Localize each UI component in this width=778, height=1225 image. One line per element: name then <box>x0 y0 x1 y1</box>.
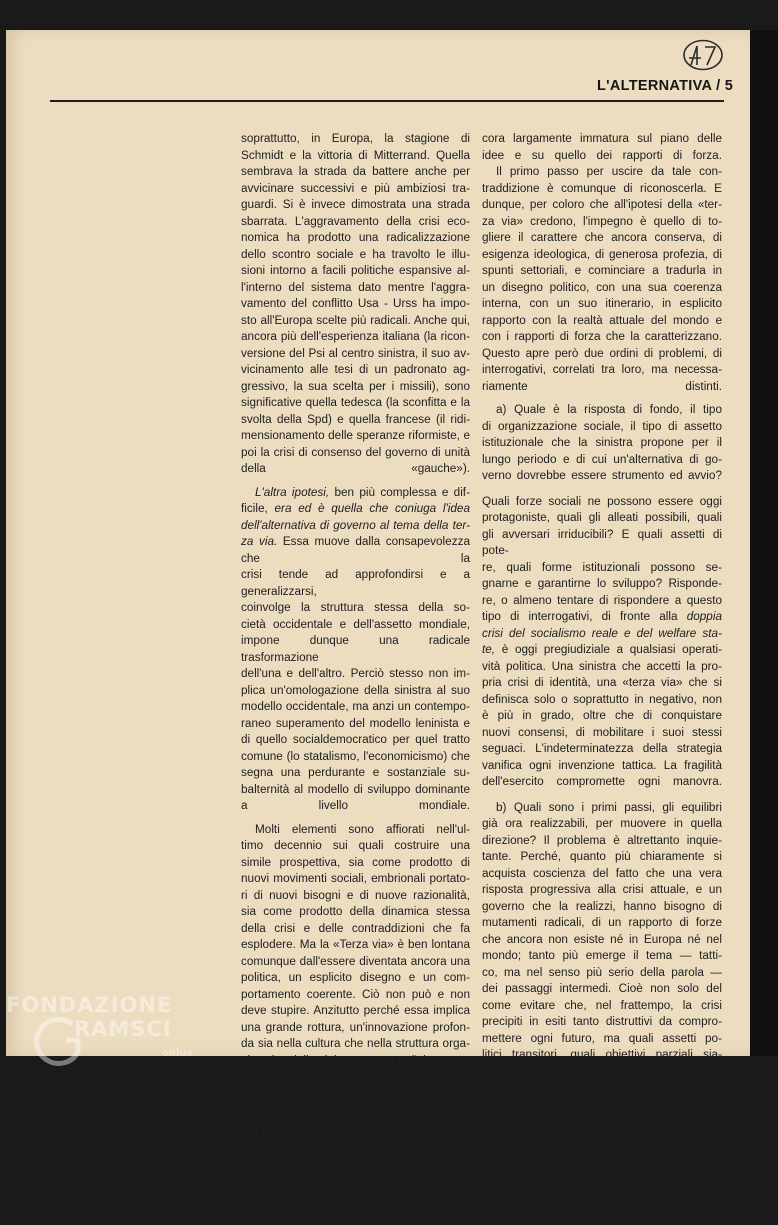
right-paragraph-5: b) Quali sono i primi passi, gli equilibri già ora realizzabili, per muovere in quella direzione? Il problema è altrettanto inquie- tante. Perché, quanto più chiaramente si acquista coscienza del fatto che una vera risposta progressiva alla crisi attuale, e un governo che la realizzi, hanno bisogno di mutamenti radicali, di un rapporto di forze che ancora non esiste né in Europa né nel mondo; tanto più emerge il tema — tatti- co, ma nel senso più serio della parola — dei passaggi intermedi. Cioè non solo del come evitare che, nel frattempo, la crisi precipiti in esiti tanto distruttivi da compro- mettere ogni futuro, ma quali assetti po- litici transitori, quali obiettivi parziali sia- no necessari e possibili, per far avanzare quel processo più di fondo. L'errore — teo- rico e politico — che ha accumunato nel- l'ultimo decennio vecchia e nuova sinistra, è stato proprio di aver cancellato la distin- zione, oltre che il nesso, tra questi due pia- ni: di aver riconosciuto la profondità della <box>482 800 722 1177</box>
header-rule <box>50 100 724 102</box>
scan-edge <box>750 30 778 1056</box>
left-p2-text-2: Essa muove dalla consapevolezza che la crisi tende ad approfondirsi e a generalizzarsi, coinvolge la struttura stessa della so- cietà occidentale e dell'assetto mondiale, impone dunque una radicale trasformazione dell'una e dell'altro. Perciò stesso non im- plica un'omologazione della sinistra al suo modello occidentale, ma anzi un contempo- raneo superamento del modello leninista e di quello socialdemocratico per quel tratto comune (lo statalismo, l'economicismo) che segna una perdurante e sostanziale su- balternità al modello di sviluppo dominante a livello mondiale. <box>241 535 470 812</box>
left-p2-text-1: ben più complessa e dif- ficile, <box>241 485 470 515</box>
right-paragraph-2: Il primo passo per uscire da tale con- traddizione è comunque di riconoscerla. E dunque, per coloro che all'ipotesi della «ter- za via» credono, l'impegno è quello di to- gliere il carattere che ancora conserva, di esigenza ideologica, di generosa profezia, di spunti settoriali, e cominciare a tradurla in un disegno politico, con una sua coerenza interna, con un suo itinerario, in esplicito rapporto con la realtà attuale del mondo e con i rapporti di forza che la caratterizzano. Questo apre però due ordini di problemi, di interrogativi, correlati tra loro, ma necessa- riamente distinti. <box>482 165 722 393</box>
right-p4-emphasis: doppia crisi del socialismo reale e del welfare sta- te, <box>482 610 722 656</box>
left-paragraph-3: Molti elementi sono affiorati nell'ul- timo decennio sui quali costruire una simile prospettiva, sia come prodotto di nuovi movimenti sociali, embrionali portato- ri di nuovi bisogni e di nuove razionalità, sia come prodotto della dinamica stessa della crisi e delle contraddizioni che fa esplodere. Ma la «Terza via» è ben lontana comunque dall'essere diventata ancora una politica, un esplicito disegno e un com- portamento coerente. Ciò non può e non deve stupire. Anzitutto perché essa implica una grande rottura, un'innovazione profon- da sia nella cultura che nella struttura orga- nizzativa della sinistra stessa e d'altra parte perché costituisce tuttora più una prospetti- va da costruire che una realtà da riconosce- re. <box>241 822 470 1116</box>
right-paragraph-4 <box>482 494 722 791</box>
page-header-title: L'ALTERNATIVA / 5 <box>597 78 734 94</box>
right-paragraph-1: cora largamente immatura sul piano delle idee e su quello dei rapporti di forza. <box>482 132 722 162</box>
svg-text:RAMSCI: RAMSCI <box>74 1017 172 1041</box>
right-paragraph-3: a) Quale è la risposta di fondo, il tipo di organizzazione sociale, il tipo di assetto istituzionale che la sinistra propone per il lungo periodo e di cui un'alternativa di go- verno dovrebbe essere strumento ed avvio? <box>482 403 722 482</box>
fondazione-gramsci-watermark <box>4 990 204 1062</box>
column-left <box>241 131 470 1222</box>
left-paragraph-2 <box>241 485 470 815</box>
left-paragraph-1: soprattutto, in Europa, la stagione di Schmidt e la vittoria di Mitterrand. Quella sembrava la strada da battere anche per avvicinare successivi e più ambiziosi tra- guardi. Si è invece dimostrata una strada sbarrata. L'aggravamento della crisi eco- nomica ha prodotto una radicalizzazione dello scontro sociale e ha travolto le illu- sioni intorno a facili politiche espansive al- l'interno del sistema dato mentre l'aggra- vamento del conflitto Usa - Urss ha impo- sto all'Europa scelte più radicali. Anche qui, ancora più dell'esperienza italiana (la ricon- versione del Psi al centro sinistra, il suo av- vicinamento alle tesi di un padronato ag- gressivo, la sua scelta per i missili), sono significative quella tedesca (la sconfitta e la svolta della Spd) e quella francese (il ridi- mensionamento delle speranze riformiste, e poi la crisi di consenso del governo di unità della «gauche»). <box>241 132 470 475</box>
left-p2-emphasis-2: era ed è quella che coniuga l'idea dell'alternativa di governo al tema della ter- za via. <box>241 502 470 548</box>
left-paragraph-4: La sinistra si trova così stretta tra una ipotesi — quella dell'alternanza e della mo- dernizzazione — in apparenza più concreta e più vicina alla sua storia e alla sua realtà, ma sempre più contraddetta dalle cose, e un'ipotesi — quella della «terza via» — an- <box>241 1126 470 1222</box>
svg-text:onlus: onlus <box>162 1048 193 1059</box>
right-p4-text-2: è oggi pregiudiziale a qualsiasi operati- vità politica. Una sinistra che accetti la pro- pria crisi di identità, una «terza via» che si definisca solo o soprattutto in negativo, non è più in grado, oltre che di conquistare nuovi consensi, di mobilitare i suoi stessi seguaci. L'indeterminatezza della strategia vanifica ogni invenzione tattica. La fragilità dell'esercito compromette ogni manovra. <box>482 643 722 788</box>
svg-text:FONDAZIONE: FONDAZIONE <box>6 993 173 1017</box>
handwritten-page-number <box>681 38 725 72</box>
left-p2-emphasis-1: L'altra ipotesi, <box>255 485 330 499</box>
right-p4-text-1: Quali forze sociali ne possono essere oggi protagoniste, quali gli alleati possibili, quali gli avversari irriducibili? E quali assetti di pote- re, quali forme istituzionali possono se- gnarne e garantirne lo sviluppo? Risponde- re, o almeno tentare di rispondere a questo tipo di interrogativi, di fronte alla <box>482 494 722 623</box>
column-right <box>482 131 722 1177</box>
